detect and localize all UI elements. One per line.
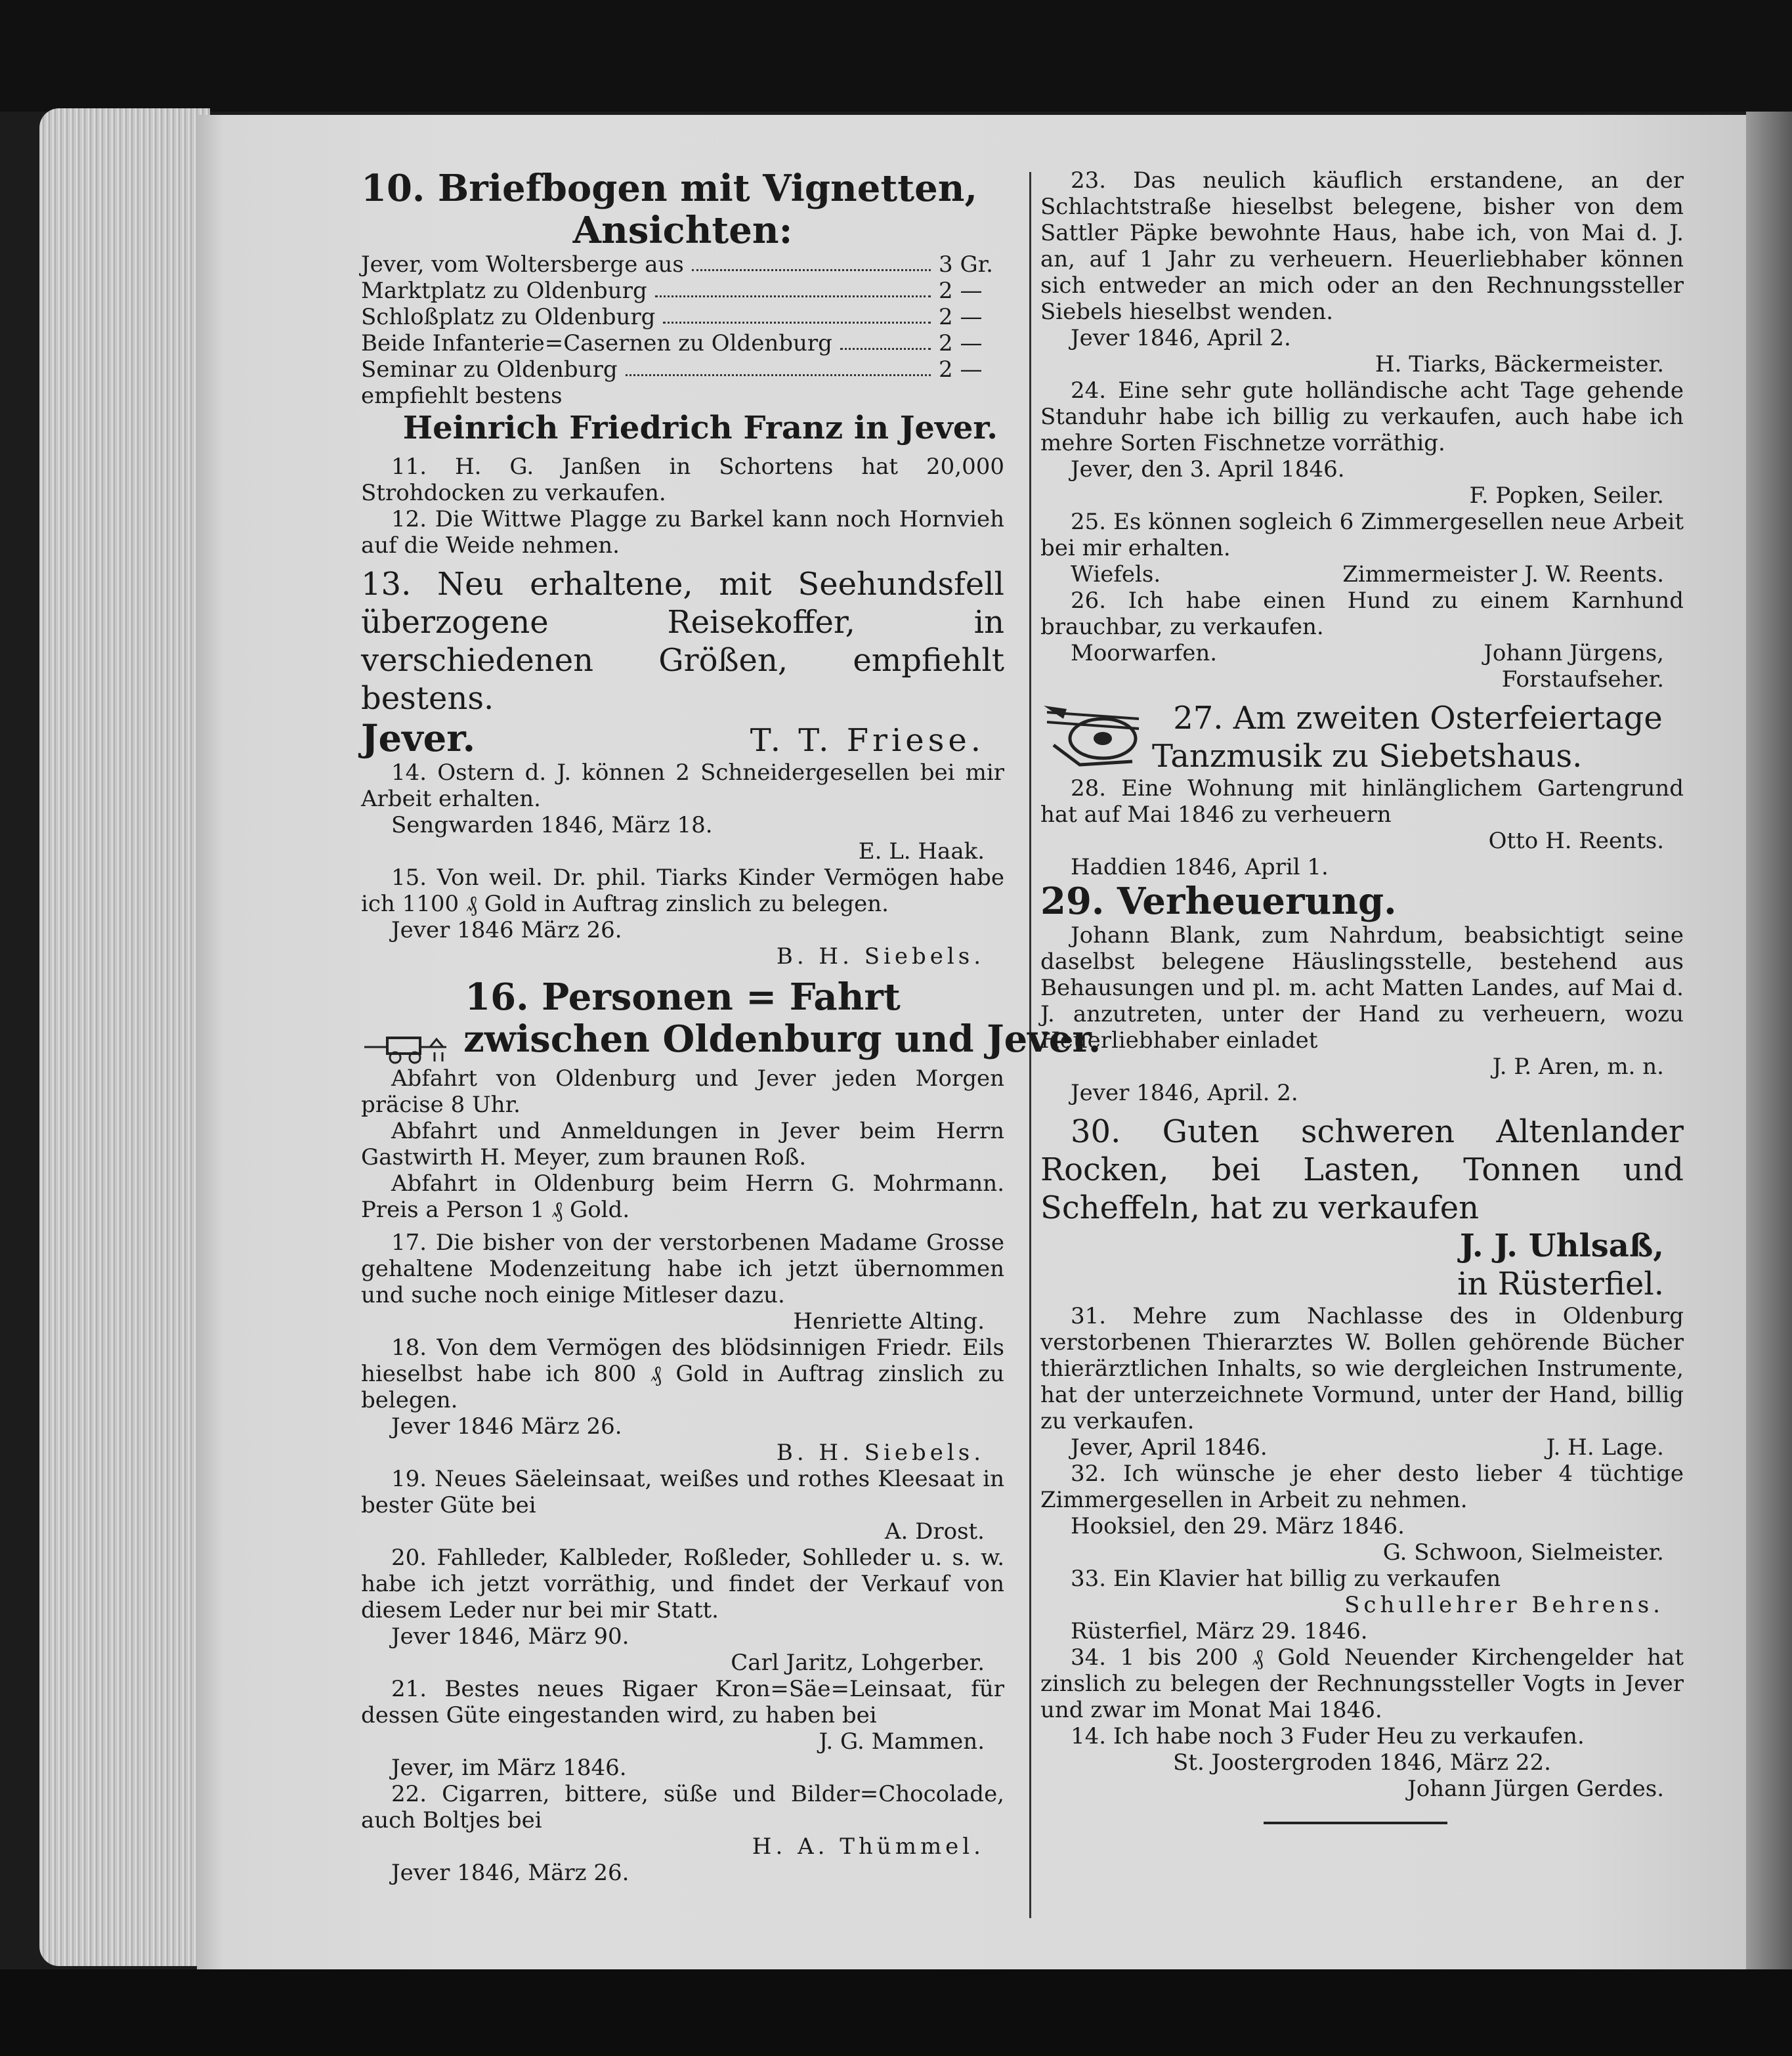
ad-10	[361, 167, 1004, 447]
ad-13-signature: T. T. Friese.	[750, 722, 985, 759]
ad-24-signature: F. Popken, Seiler.	[1469, 482, 1664, 509]
ad-32-place: Hooksiel, den 29. März 1846.	[1071, 1513, 1405, 1539]
ad-30	[1040, 1113, 1684, 1303]
price-value: 2 —	[939, 278, 983, 304]
ad-21	[361, 1676, 1004, 1781]
price-label: Schloßplatz zu Oldenburg	[361, 304, 656, 330]
ad-16	[361, 975, 1101, 1223]
ad-21-signature: J. G. Mammen.	[819, 1728, 985, 1755]
price-row	[361, 251, 1004, 278]
ad-24-place: Jever, den 3. April 1846.	[1071, 456, 1345, 482]
ad-25-text: 25. Es können sogleich 6 Zimmergesellen neue Arbeit bei mir erhalten.	[1040, 509, 1684, 561]
ad-31-place: Jever, April 1846.	[1071, 1434, 1268, 1461]
ad-28-signature: Otto H. Reents.	[1488, 828, 1664, 854]
ad-22-signature: H. A. Thümmel.	[752, 1833, 985, 1860]
ad-29-place: Jever 1846, April. 2.	[1071, 1080, 1298, 1106]
ad-20-place: Jever 1846, März 90.	[391, 1623, 629, 1650]
ad-29-title: 29. Verheuerung.	[1040, 880, 1397, 923]
ad-16-title: 16. Personen = Fahrt	[465, 975, 901, 1019]
stagecoach-icon	[361, 1033, 459, 1065]
ad-20-signature: Carl Jaritz, Lohgerber.	[731, 1649, 985, 1676]
ad-29-signature: J. P. Aren, m. n.	[1492, 1054, 1664, 1080]
ad-26-place: Moorwarfen.	[1071, 640, 1218, 666]
ad-25-place: Wiefels.	[1071, 561, 1161, 588]
ad-13-text: 13. Neu erhaltene, mit Seehundsfell überzogene Reisekoffer, in verschiedenen Größen, empfiehlt bestens.	[361, 566, 1004, 717]
price-label: Seminar zu Oldenburg	[361, 356, 618, 383]
price-row	[361, 278, 1004, 304]
ad-33-place: Rüsterfiel, März 29. 1846.	[1071, 1618, 1368, 1644]
ad-18-text: 18. Von dem Vermögen des blödsinnigen Friedr. Eils hieselbst habe ich 800 ₰ Gold in Auftrag zinslich zu belegen.	[361, 1334, 1004, 1413]
ad-31	[1040, 1303, 1684, 1461]
ad-30-location: in Rüsterfiel.	[1457, 1266, 1664, 1302]
ad-14-signature: E. L. Haak.	[858, 838, 985, 865]
ad-23-text: 23. Das neulich käuflich erstandene, an der Schlachtstraße hieselbst belegene, bisher von dem Sattler Päpke bewohnte Haus, habe ich, von Mai d. J. an, auf 1 Jahr zu verheuern. Heuerliebhaber können sich entweder an mich oder an den Rechnungssteller Siebels hieselbst wenden.	[1040, 167, 1684, 325]
price-value: 2 —	[939, 356, 983, 383]
ad-18-signature: B. H. Siebels.	[776, 1439, 985, 1466]
ad-11: 11. H. G. Janßen in Schortens hat 20,000 Strohdocken zu verkaufen.	[361, 454, 1004, 506]
ad-30-text: 30. Guten schweren Altenlander Rocken, bei Lasten, Tonnen und Scheffeln, hat zu verkaufen	[1040, 1113, 1684, 1226]
price-row	[361, 330, 1004, 356]
ad-21-place: Jever, im März 1846.	[391, 1754, 627, 1781]
ad-22-text: 22. Cigarren, bittere, süße und Bilder=Chocolade, auch Boltjes bei	[361, 1780, 1004, 1833]
scan-background-bottom	[0, 1969, 1792, 2056]
scan-right-edge	[1746, 112, 1792, 1989]
left-column	[361, 167, 1101, 1886]
ad-28	[1040, 775, 1684, 880]
ad-12: 12. Die Wittwe Plagge zu Barkel kann noch Hornvieh auf die Weide nehmen.	[361, 506, 1004, 559]
price-label: Beide Infanterie=Casernen zu Oldenburg	[361, 330, 832, 356]
ad-28-place: Haddien 1846, April 1.	[1071, 854, 1329, 880]
ad-27-subtitle: Tanzmusik zu Siebetshaus.	[1152, 738, 1583, 775]
ad-19-text: 19. Neues Säeleinsaat, weißes und rothes Kleesaat in bester Güte bei	[361, 1465, 1004, 1518]
ad-33-text: 33. Ein Klavier hat billig zu verkaufen	[1071, 1566, 1501, 1592]
ad-30-signature: J. J. Uhlsaß,	[1459, 1228, 1664, 1264]
ad-15-text: 15. Von weil. Dr. phil. Tiarks Kinder Vermögen habe ich 1100 ₰ Gold in Auftrag zinslich zu belegen.	[361, 865, 1004, 917]
ad-26-text: 26. Ich habe einen Hund zu einem Karnhund brauchbar, zu verkaufen.	[1040, 588, 1684, 640]
ad-34	[1040, 1644, 1684, 1723]
ad-10-title: 10. Briefbogen mit Vignetten,	[361, 167, 977, 210]
ad-29-text: Johann Blank, zum Nahrdum, beabsichtigt seine daselbst belegene Häuslingsstelle, bestehend aus Behausungen und pl. m. acht Matten Landes, auf Mai d. J. anzutreten, unter der Hand zu verheuern, wozu Heuerliebhaber einladet	[1040, 922, 1684, 1054]
leader-dots	[692, 251, 931, 271]
leader-dots	[626, 356, 931, 376]
ad-15-place: Jever 1846 März 26.	[391, 917, 622, 943]
ad-34-text: 34. 1 bis 200 ₰ Gold Neuender Kirchengelder hat zinslich zu belegen der Rechnungssteller Vogts in Jever und zwar im Monat Mai 1846.	[1040, 1644, 1684, 1723]
ad-17	[361, 1230, 1004, 1335]
ad-20	[361, 1545, 1004, 1676]
ad-33	[1040, 1566, 1684, 1644]
ad-31-text: 31. Mehre zum Nachlasse des in Oldenburg verstorbenen Thierarztes W. Bollen gehörende Bücher thierärztlichen Inhalts, so wie dergleichen Instrumente, hat der unterzeichnete Vormund, unter der Hand, billig zu verkaufen.	[1040, 1303, 1684, 1434]
leader-dots	[840, 330, 931, 350]
ad-10-signature: Heinrich Friedrich Franz in Jever.	[402, 410, 998, 446]
ad-16-oldenburg: Abfahrt in Oldenburg beim Herrn G. Mohrmann. Preis a Person 1 ₰ Gold.	[361, 1170, 1004, 1223]
ad-21-text: 21. Bestes neues Rigaer Kron=Säe=Leinsaat, für dessen Güte eingestanden wird, zu haben bei	[361, 1675, 1004, 1728]
closing-rule	[1264, 1822, 1447, 1824]
ad-23-place: Jever 1846, April 2.	[1071, 325, 1291, 351]
ad-16-jever: Abfahrt und Anmeldungen in Jever beim Herrn Gastwirth H. Meyer, zum braunen Roß.	[361, 1117, 1004, 1170]
price-row	[361, 304, 1004, 330]
leader-dots	[663, 304, 931, 324]
ad-17-signature: Henriette Alting.	[793, 1308, 985, 1335]
price-label: Marktplatz zu Oldenburg	[361, 278, 647, 304]
ad-13	[361, 565, 1004, 760]
leader-dots	[655, 278, 931, 297]
book-page-edges	[39, 108, 210, 1966]
ad-26-signature: Johann Jürgens,	[1483, 640, 1664, 666]
ad-32	[1040, 1461, 1684, 1566]
ad-14-heu	[1040, 1723, 1684, 1802]
ad-32-text: 32. Ich wünsche je eher desto lieber 4 tüchtige Zimmergesellen in Arbeit zu nehmen.	[1040, 1461, 1684, 1513]
ad-18-place: Jever 1846 März 26.	[391, 1413, 622, 1440]
ad-18	[361, 1335, 1004, 1466]
ad-26	[1040, 588, 1684, 693]
scan-background-top	[0, 0, 1792, 112]
ad-31-signature: J. H. Lage.	[1546, 1434, 1664, 1461]
price-label: Jever, vom Woltersberge aus	[361, 251, 684, 278]
ad-29	[1040, 880, 1684, 1106]
ad-14-place: Sengwarden 1846, März 18.	[391, 812, 713, 838]
ad-20-text: 20. Fahlleder, Kalbleder, Roßleder, Sohlleder u. s. w. habe ich jetzt vorräthig, und findet der Verkauf von diesem Leder nur bei mir Statt.	[361, 1544, 1004, 1623]
ad-32-signature: G. Schwoon, Sielmeister.	[1382, 1539, 1664, 1566]
ad-14	[361, 760, 1004, 865]
ad-22	[361, 1781, 1004, 1886]
musical-instruments-icon	[1040, 699, 1145, 771]
ad-10-subtitle: Ansichten:	[572, 209, 793, 252]
ad-15-signature: B. H. Siebels.	[776, 943, 985, 970]
price-value: 2 —	[939, 330, 983, 356]
ad-17-text: 17. Die bisher von der verstorbenen Madame Grosse gehaltene Modenzeitung habe ich jetzt übernommen und suche noch einige Mitleser dazu.	[361, 1229, 1004, 1308]
ad-27	[1040, 699, 1684, 775]
ad-24	[1040, 377, 1684, 509]
ad-25	[1040, 509, 1684, 588]
ad-14-text: 14. Ostern d. J. können 2 Schneidergesellen bei mir Arbeit erhalten.	[361, 760, 1004, 812]
ad-26-title: Forstaufseher.	[1501, 666, 1664, 693]
ad-19	[361, 1466, 1004, 1545]
ad-33-signature: Schullehrer Behrens.	[1344, 1592, 1664, 1618]
ad-25-signature: Zimmermeister J. W. Reents.	[1342, 561, 1664, 588]
ad-15	[361, 865, 1004, 970]
ad-16-subtitle: zwischen Oldenburg und Jever.	[463, 1017, 1101, 1061]
price-value: 2 —	[939, 304, 983, 330]
price-value: 3 Gr.	[939, 251, 993, 278]
ad-10-recommend: empfiehlt bestens	[361, 383, 563, 409]
ad-16-departure: Abfahrt von Oldenburg und Jever jeden Morgen präcise 8 Uhr.	[361, 1065, 1004, 1118]
right-column	[1040, 167, 1684, 1824]
ad-19-signature: A. Drost.	[884, 1518, 985, 1545]
ad-14-heu-text: 14. Ich habe noch 3 Fuder Heu zu verkaufen.	[1071, 1723, 1585, 1749]
price-row	[361, 356, 1004, 383]
ad-27-title: 27. Am zweiten Osterfeiertage	[1173, 700, 1663, 737]
ad-28-text: 28. Eine Wohnung mit hinlänglichem Gartengrund hat auf Mai 1846 zu verheuern	[1040, 775, 1684, 828]
ad-22-place: Jever 1846, März 26.	[391, 1859, 629, 1886]
ad-14-heu-place: St. Joostergroden 1846, März 22.	[1173, 1749, 1551, 1776]
ad-13-place: Jever.	[361, 717, 476, 760]
ad-23	[1040, 167, 1684, 377]
ad-24-text: 24. Eine sehr gute holländische acht Tage gehende Standuhr habe ich billig zu verkaufen, auch habe ich mehre Sorten Fischnetze vorräthig.	[1040, 377, 1684, 456]
ad-23-signature: H. Tiarks, Bäckermeister.	[1375, 351, 1664, 377]
ad-14-heu-signature: Johann Jürgen Gerdes.	[1407, 1776, 1664, 1802]
